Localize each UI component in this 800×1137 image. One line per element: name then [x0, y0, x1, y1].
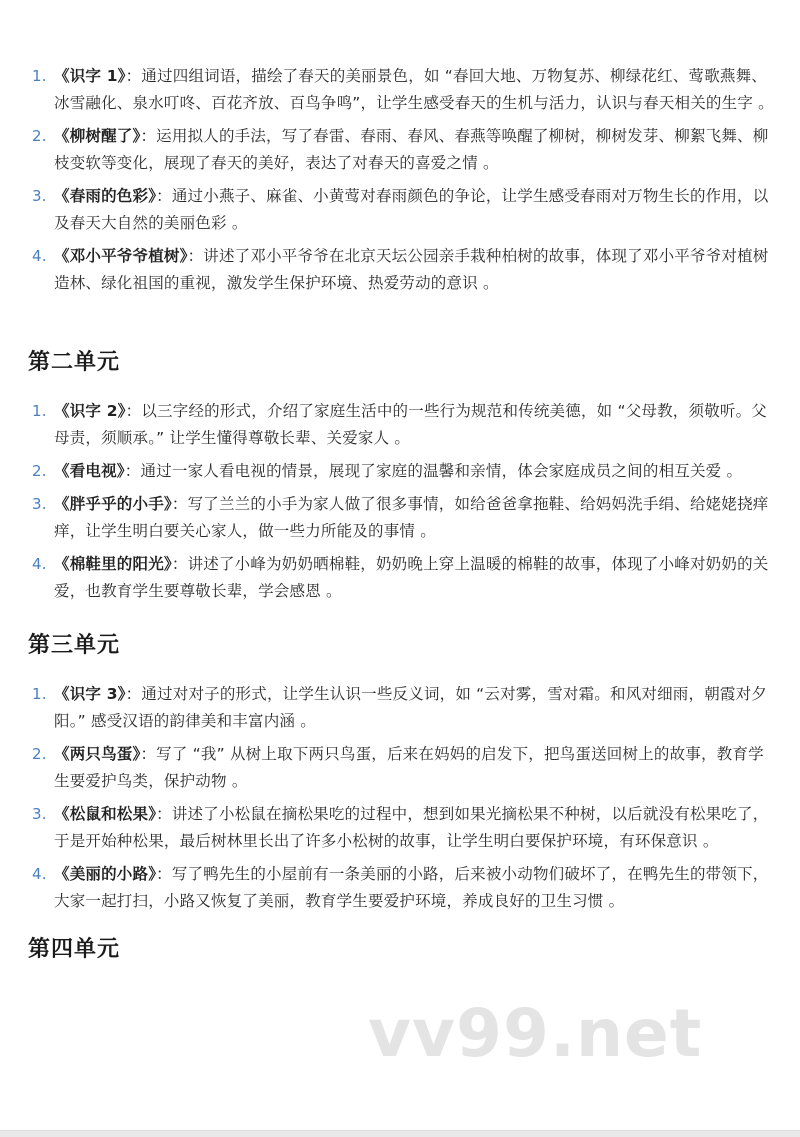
lesson-title: 《胖乎乎的小手》 [54, 495, 172, 513]
item-number: 3. [32, 495, 47, 513]
separator: ： [125, 685, 142, 703]
unit-heading: 第三单元 [28, 633, 121, 658]
lesson-title: 《松鼠和松果》 [54, 805, 157, 823]
list-item [0, 801, 800, 855]
separator: ： [124, 462, 141, 480]
lesson-description: 通过四组词语，描绘了春天的美丽景色，如 “春回大地、万物复苏、柳绿花红、莺歌燕舞、冰雪融化、泉水叮咚、百花齐放、百鸟争鸣”，让学生感受春天的生机与活力，认识与春天相关的生字 。 [54, 67, 774, 112]
lesson-title: 《柳树醒了》 [54, 127, 141, 145]
list-item [0, 681, 800, 735]
lesson-title: 《看电视》 [54, 462, 125, 480]
item-number: 2. [32, 127, 47, 145]
list-item [0, 491, 800, 545]
lesson-description: 写了鸭先生的小屋前有一条美丽的小路，后来被小动物们破坏了，在鸭先生的带领下，大家一起打扫，小路又恢复了美丽，教育学生要爱护环境，养成良好的卫生习惯 。 [54, 865, 769, 910]
item-number: 1. [32, 402, 47, 420]
lesson-description: 以三字经的形式，介绍了家庭生活中的一些行为规范和传统美德，如 “父母教，须敬听。父母责，须顺承。” 让学生懂得尊敬长辈、关爱家人 。 [54, 402, 768, 447]
unit-heading: 第二单元 [28, 350, 121, 375]
lesson-title: 《识字 1》 [54, 67, 126, 85]
lesson-description: 通过对对子的形式，让学生认识一些反义词，如 “云对雾，雪对霜。和风对细雨，朝霞对夕阳。” 感受汉语的韵律美和丰富内涵 。 [54, 685, 768, 730]
item-number: 3. [32, 805, 47, 823]
lesson-title: 《两只鸟蛋》 [54, 745, 141, 763]
unit-2-section [0, 345, 800, 611]
list-item [0, 741, 800, 795]
lesson-description: 通过小燕子、麻雀、小黄莺对春雨颜色的争论，让学生感受春雨对万物生长的作用，以及春天大自然的美丽色彩 。 [54, 187, 769, 232]
item-number: 4. [32, 247, 47, 265]
lesson-description: 讲述了邓小平爷爷在北京天坛公园亲手栽种柏树的故事，体现了邓小平爷爷对植树造林、绿化祖国的重视，激发学生保护环境、热爱劳动的意识 。 [54, 247, 769, 292]
lesson-description: 写了兰兰的小手为家人做了很多事情，如给爸爸拿拖鞋、给妈妈洗手绢、给姥姥挠痒痒，让学生明白要关心家人，做一些力所能及的事情 。 [54, 495, 769, 540]
separator: ： [187, 247, 204, 265]
lesson-title: 《棉鞋里的阳光》 [54, 555, 172, 573]
watermark: vv99.net [368, 995, 703, 1072]
separator: ： [125, 67, 142, 85]
separator: ： [156, 805, 172, 823]
page-bottom-divider [0, 1130, 800, 1137]
list-item [0, 398, 800, 452]
list-item [0, 243, 800, 297]
unit-1-section [0, 63, 800, 303]
item-number: 1. [32, 67, 47, 85]
lesson-description: 写了 “我” 从树上取下两只鸟蛋，后来在妈妈的启发下，把鸟蛋送回树上的故事，教育学生要爱护鸟类，保护动物 。 [54, 745, 764, 790]
lesson-description: 讲述了小松鼠在摘松果吃的过程中，想到如果光摘松果不种树，以后就没有松果吃了，于是开始种松果，最后树林里长出了许多小松树的故事，让学生明白要保护环境，有环保意识 。 [54, 805, 769, 850]
item-number: 2. [32, 745, 47, 763]
lesson-description: 讲述了小峰为奶奶晒棉鞋，奶奶晚上穿上温暖的棉鞋的故事，体现了小峰对奶奶的关爱，也教育学生要尊敬长辈，学会感恩 。 [54, 555, 769, 600]
list-item [0, 458, 800, 485]
item-number: 4. [32, 555, 47, 573]
lesson-title: 《美丽的小路》 [54, 865, 157, 883]
separator: ： [156, 187, 172, 205]
item-number: 4. [32, 865, 47, 883]
separator: ： [156, 865, 172, 883]
item-number: 2. [32, 462, 47, 480]
separator: ： [140, 745, 157, 763]
list-item [0, 123, 800, 177]
item-number: 1. [32, 685, 47, 703]
list-item [0, 551, 800, 605]
unit-4-section [0, 932, 800, 963]
unit-3-section [0, 628, 800, 921]
unit-3-list [0, 681, 800, 915]
list-item [0, 63, 800, 117]
lesson-description: 运用拟人的手法，写了春雷、春雨、春风、春燕等唤醒了柳树，柳树发芽、柳絮飞舞、柳枝变软等变化，展现了春天的美好，表达了对春天的喜爱之情 。 [54, 127, 769, 172]
separator: ： [171, 495, 188, 513]
lesson-title: 《识字 3》 [54, 685, 126, 703]
list-item [0, 183, 800, 237]
lesson-title: 《春雨的色彩》 [54, 187, 157, 205]
separator: ： [125, 402, 142, 420]
lesson-title: 《邓小平爷爷植树》 [54, 247, 188, 265]
separator: ： [171, 555, 188, 573]
lesson-title: 《识字 2》 [54, 402, 126, 420]
unit-1-list [0, 63, 800, 297]
item-number: 3. [32, 187, 47, 205]
unit-heading: 第四单元 [28, 937, 121, 962]
lesson-description: 通过一家人看电视的情景，展现了家庭的温馨和亲情，体会家庭成员之间的相互关爱 。 [140, 462, 743, 480]
unit-2-list [0, 398, 800, 605]
list-item [0, 861, 800, 915]
separator: ： [140, 127, 157, 145]
